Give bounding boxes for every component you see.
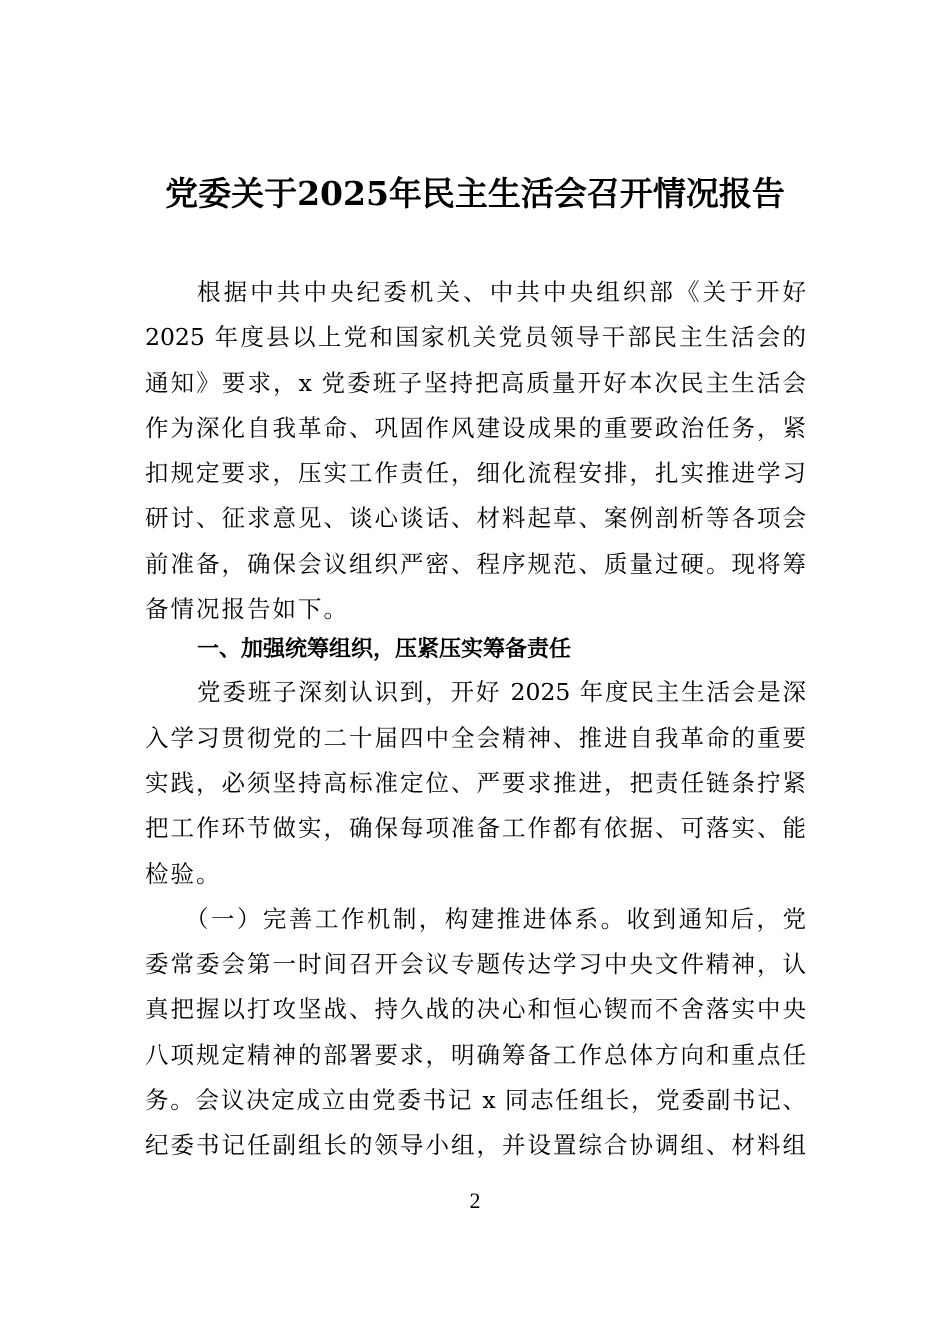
text-line: 通知》要求，x 党委班子坚持把高质量开好本次民主生活会 bbox=[145, 368, 806, 397]
page-number: 2 bbox=[469, 1188, 481, 1213]
text-line: 作为深化自我革命、巩固作风建设成果的重要政治任务，紧 bbox=[145, 413, 806, 442]
text-line: 检验。 bbox=[145, 859, 222, 888]
text-line: 八项规定精神的部署要求，明确筹备工作总体方向和重点任 bbox=[145, 1040, 806, 1069]
text-line: 实践，必须坚持高标准定位、严要求推进，把责任链条拧紧 bbox=[145, 768, 806, 797]
text-line: 根据中共中央纪委机关、中共中央组织部《关于开好 bbox=[197, 278, 806, 306]
text-line: 入学习贯彻党的二十届四中全会精神、推进自我革命的重要 bbox=[145, 723, 806, 752]
document-title: 党委关于2025年民主生活会召开情况报告 bbox=[165, 174, 785, 213]
text-line: 务。会议决定成立由党委书记 x 同志任组长，党委副书记、 bbox=[145, 1086, 806, 1115]
text-line: 前准备，确保会议组织严密、程序规范、质量过硬。现将筹 bbox=[145, 549, 806, 578]
paragraph-subsection1 bbox=[145, 897, 806, 1169]
document-body bbox=[145, 270, 806, 1169]
text-line: 党委班子深刻认识到，开好 2025 年度民主生活会是深 bbox=[197, 678, 806, 707]
text-line: 真把握以打攻坚战、持久战的决心和恒心锲而不舍落实中央 bbox=[145, 995, 806, 1024]
section-heading: 一、加强统筹组织，压紧压实筹备责任 bbox=[197, 637, 572, 663]
text-line: 2025 年度县以上党和国家机关党员领导干部民主生活会的 bbox=[145, 323, 806, 352]
text-line: 纪委书记任副组长的领导小组，并设置综合协调组、材料组 bbox=[145, 1131, 806, 1160]
text-line: 把工作环节做实，确保每项准备工作都有依据、可落实、能 bbox=[145, 814, 806, 843]
text-line: 研讨、征求意见、谈心谈话、材料起草、案例剖析等各项会 bbox=[145, 504, 806, 533]
text-line: 扣规定要求，压实工作责任，细化流程安排，扎实推进学习 bbox=[145, 459, 806, 488]
paragraph-section1 bbox=[145, 670, 806, 896]
text-line: 备情况报告如下。 bbox=[145, 595, 349, 624]
text-line: （一）完善工作机制，构建推进体系。收到通知后，党 bbox=[185, 904, 806, 933]
paragraph-intro bbox=[145, 270, 806, 632]
text-line: 委常委会第一时间召开会议专题传达学习中央文件精神，认 bbox=[145, 950, 806, 979]
